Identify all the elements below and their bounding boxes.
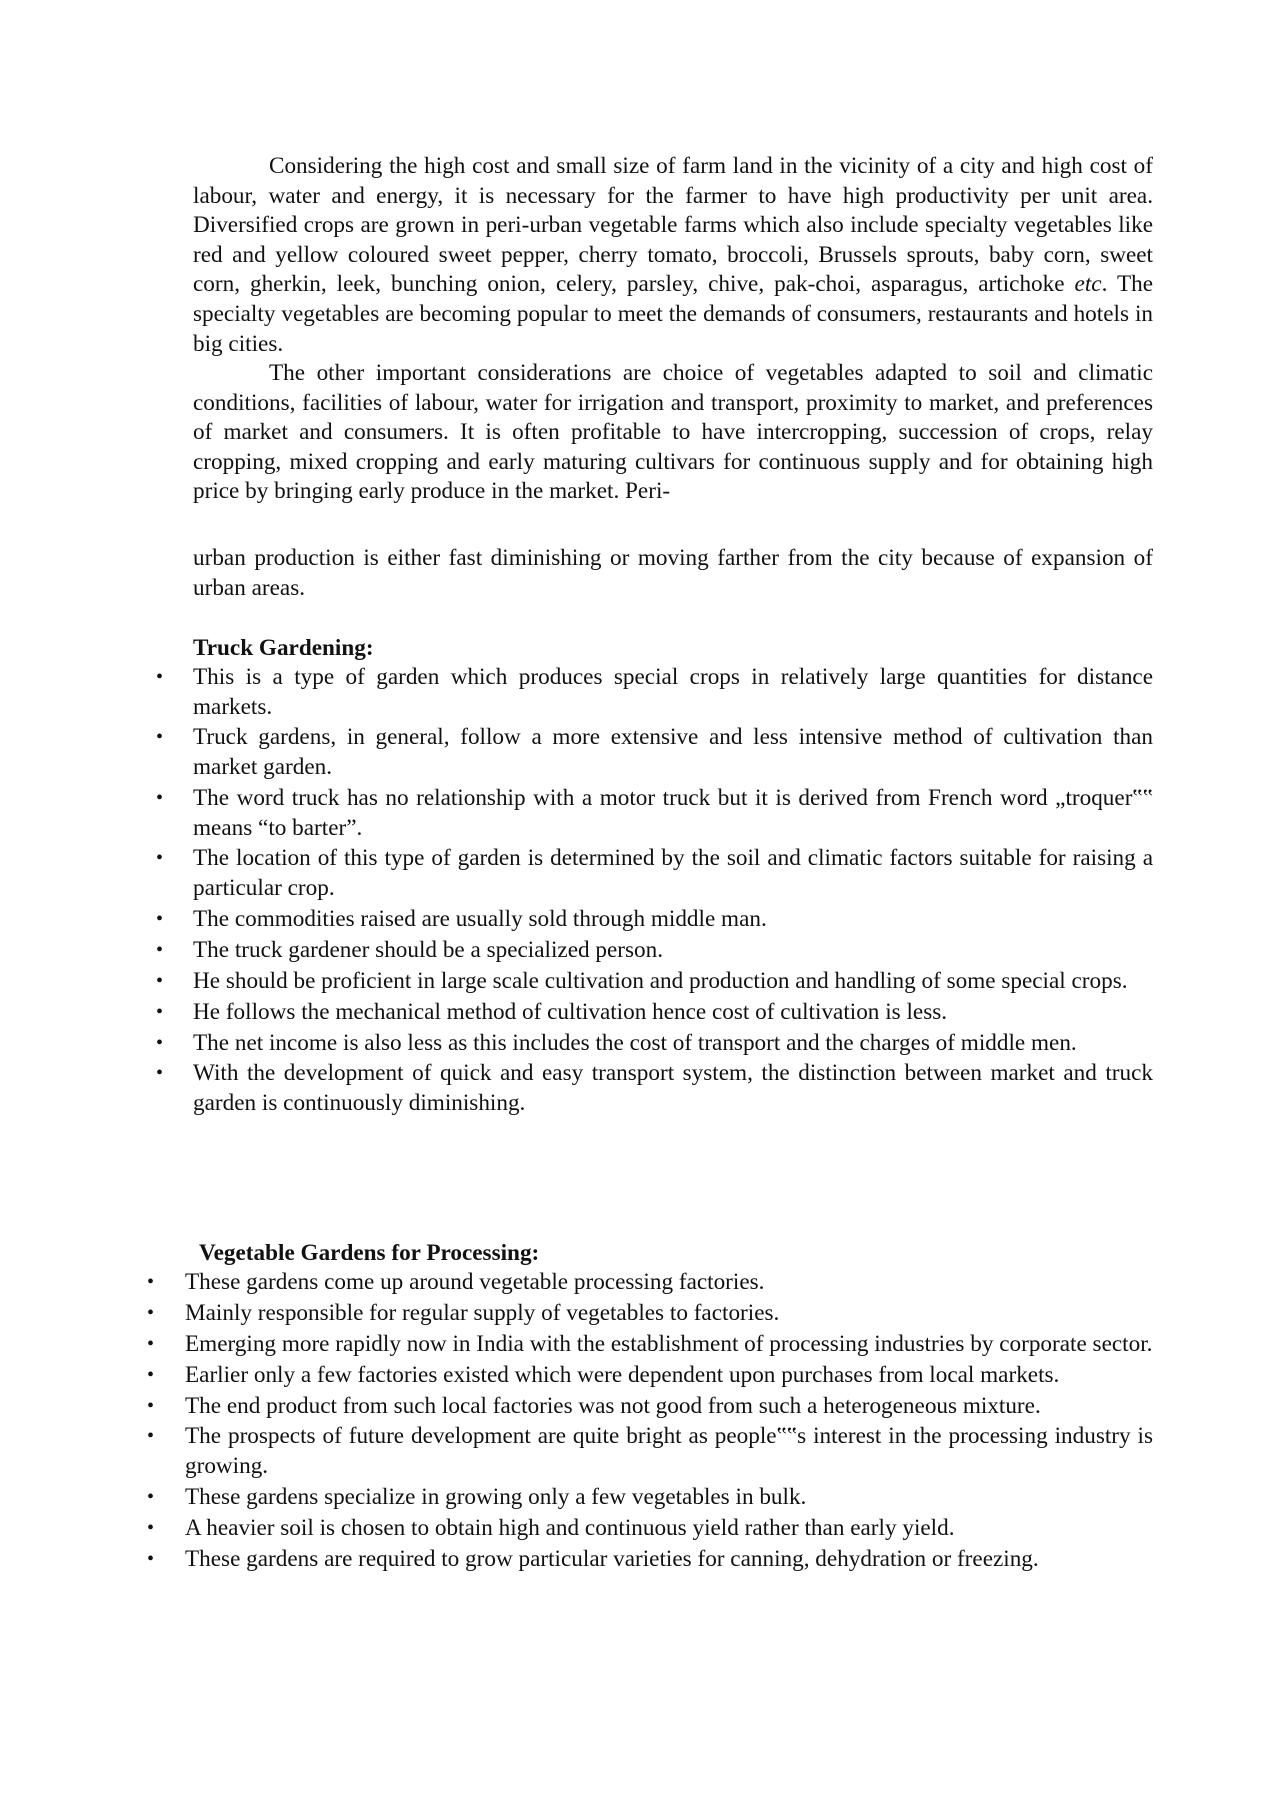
list-item	[156, 723, 1153, 782]
list-item	[156, 1059, 1153, 1118]
list-item-text: The commodities raised are usually sold through middle man.	[193, 905, 767, 932]
section-heading-truck-gardening: Truck Gardening:	[193, 635, 374, 661]
bullet-icon: •	[156, 938, 164, 961]
list-item	[147, 1545, 1153, 1575]
bullet-icon: •	[156, 726, 164, 749]
bullet-icon: •	[147, 1332, 155, 1355]
list-item	[147, 1514, 1153, 1544]
list-item	[156, 663, 1153, 722]
list-item-text: These gardens come up around vegetable processing factories.	[185, 1269, 765, 1295]
list-item	[156, 1029, 1153, 1059]
bullet-icon: •	[156, 969, 164, 992]
list-item-text: The word truck has no relationship with a motor truck but it is derived from French word „troquer‟‟ means “to barter”.	[193, 784, 1153, 841]
list-item-text: Mainly responsible for regular supply of vegetables to factories.	[185, 1299, 780, 1326]
bullet-icon: •	[156, 1031, 164, 1054]
paragraph-text: The other important considerations are choice of vegetables adapted to soil and climatic conditions, facilities of labour, water for irrigation and transport, proximity to market, and preferences of market and consumers. It is often profitable to have intercropping, succession of crops, relay cropping, mixed cropping and early maturing cultivars for continuous supply and for obtaining high price by bringing early produce in the market. Peri-	[193, 360, 1153, 505]
paragraph-italic-text: etc	[1074, 271, 1102, 298]
bullet-icon: •	[147, 1301, 155, 1324]
bullet-icon: •	[147, 1394, 155, 1417]
list-item-text: The location of this type of garden is determined by the soil and climatic factors suitable for raising a particular crop.	[193, 845, 1153, 902]
list-item	[147, 1422, 1153, 1481]
list-item	[147, 1299, 1153, 1329]
list-item	[156, 998, 1153, 1028]
bullet-icon: •	[156, 1062, 164, 1085]
list-item-text: These gardens are required to grow particular varieties for canning, dehydration or freezing.	[185, 1545, 1039, 1572]
list-item-text: Emerging more rapidly now in India with the establishment of processing industries by corporate sector.	[185, 1330, 1153, 1357]
intro-paragraph	[193, 152, 1153, 359]
list-item-text: The net income is also less as this includes the cost of transport and the charges of middle men.	[193, 1029, 1077, 1056]
bullet-icon: •	[156, 666, 164, 688]
bullet-icon: •	[156, 907, 164, 930]
list-item-text: The truck gardener should be a specialized person.	[193, 936, 663, 963]
bullet-icon: •	[156, 1000, 164, 1023]
list-item-text: The end product from such local factories was not good from such a heterogeneous mixture.	[185, 1392, 1041, 1419]
list-item-text: A heavier soil is chosen to obtain high and continuous yield rather than early yield.	[185, 1514, 955, 1541]
list-item	[156, 844, 1153, 903]
list-item-text: The prospects of future development are quite bright as people‟‟s interest in the processing industry is growing.	[185, 1423, 1153, 1480]
urban-production-paragraph	[193, 544, 1153, 603]
list-item	[156, 905, 1153, 935]
list-item-text: He follows the mechanical method of cultivation hence cost of cultivation is less.	[193, 998, 948, 1025]
list-item-text: Truck gardens, in general, follow a more extensive and less intensive method of cultivation than market garden.	[193, 724, 1153, 781]
list-item-text: With the development of quick and easy transport system, the distinction between market and truck garden is continuously diminishing.	[193, 1060, 1153, 1116]
section-heading-vegetable-gardens-processing: Vegetable Gardens for Processing:	[199, 1240, 540, 1266]
list-item-text: These gardens specialize in growing only a few vegetables in bulk.	[185, 1483, 807, 1510]
bullet-icon: •	[147, 1485, 155, 1508]
bullet-icon: •	[147, 1547, 155, 1570]
bullet-icon: •	[156, 786, 164, 809]
list-item	[156, 936, 1153, 966]
list-item	[156, 967, 1153, 997]
bullet-icon: •	[156, 847, 164, 870]
list-item-text: Earlier only a few factories existed which were dependent upon purchases from local markets.	[185, 1361, 1060, 1388]
considerations-paragraph	[193, 359, 1153, 507]
bullet-icon: •	[147, 1516, 155, 1539]
bullet-icon: •	[147, 1425, 155, 1448]
paragraph-text: . The specialty vegetables are becoming popular to meet the demands of consumers, restaurants and hotels in big cities.	[193, 271, 1153, 357]
processing-gardens-bullet-list	[147, 1268, 1153, 1576]
list-item	[147, 1392, 1153, 1422]
list-item-text: This is a type of garden which produces special crops in relatively large quantities for distance markets.	[193, 664, 1153, 720]
list-item	[147, 1330, 1153, 1360]
list-item	[147, 1483, 1153, 1513]
list-item	[147, 1361, 1153, 1391]
truck-gardening-bullet-list	[156, 663, 1153, 1120]
list-item	[156, 784, 1153, 843]
paragraph-text: Considering the high cost and small size of farm land in the vicinity of a city and high cost of labour, water and energy, it is necessary for the farmer to have high productivity per unit area. Diversified crops are grown in peri-urban vegetable farms which also include specialty vegetables like red and yellow coloured sweet pepper, cherry tomato, broccoli, Brussels sprouts, baby corn, sweet corn, gherkin, leek, bunching onion, celery, parsley, chive, pak-choi, asparagus, artichoke	[193, 153, 1153, 298]
bullet-icon: •	[147, 1363, 155, 1386]
bullet-icon: •	[147, 1271, 155, 1293]
list-item	[147, 1268, 1153, 1298]
list-item-text: He should be proficient in large scale cultivation and production and handling of some special crops.	[193, 967, 1128, 994]
paragraph-text: urban production is either fast diminishing or moving farther from the city because of expansion of urban areas.	[193, 545, 1153, 601]
